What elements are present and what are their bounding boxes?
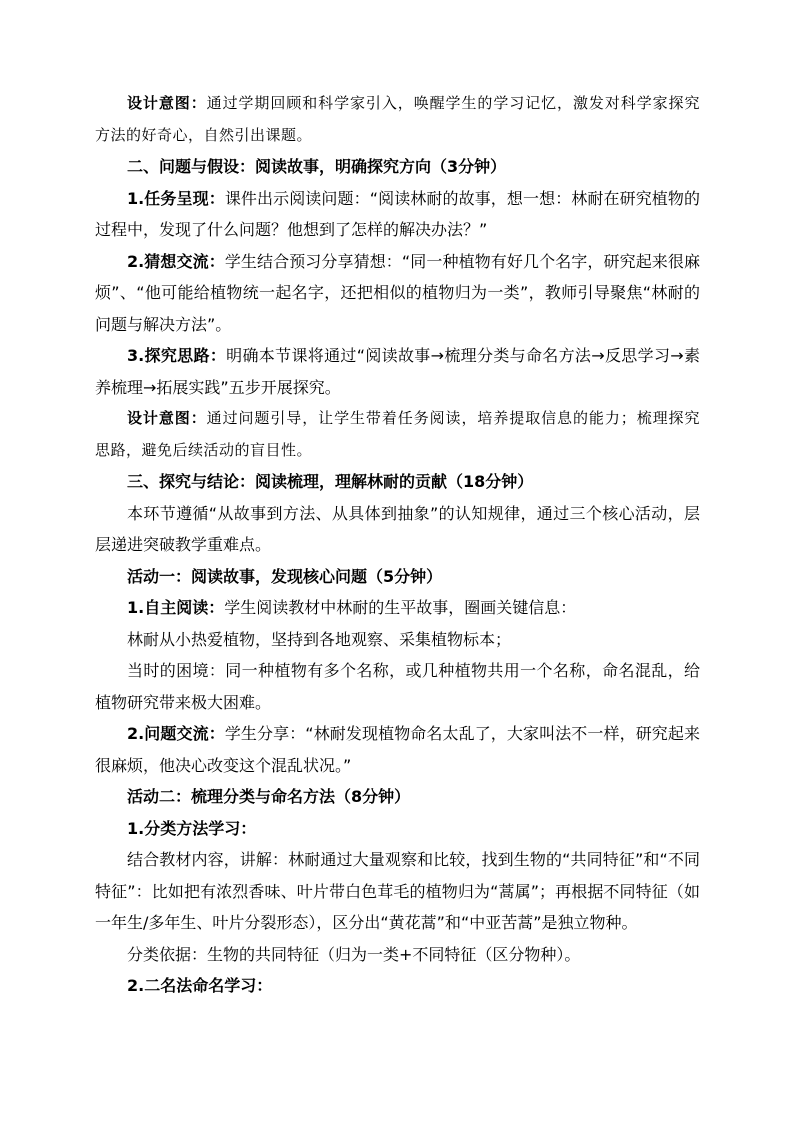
question-exchange-text: 学生分享：“林耐发现植物命名太乱了，大家叫法不一样，研究起来很麻烦，他决心改变这个混乱状况。”	[95, 724, 700, 775]
inquiry-approach-text: 明确本节课将通过“阅读故事→梳理分类与命名方法→反思学习→素养梳理→拓展实践”五步开展探究。	[95, 346, 700, 397]
self-reading-text: 学生阅读教材中林耐的生平故事，圈画关键信息：	[224, 598, 577, 617]
design-intent-paragraph	[95, 88, 700, 151]
question-exchange-paragraph	[95, 718, 700, 781]
design-intent-label: 设计意图：	[127, 94, 207, 112]
guess-exchange-paragraph	[95, 246, 700, 341]
design-intent-text: 通过学期回顾和科学家引入，唤醒学生的学习记忆，激发对科学家探究方法的好奇心，自然引出课题。	[95, 94, 700, 144]
activity-two-heading: 活动二：梳理分类与命名方法（8分钟）	[127, 787, 411, 806]
question-exchange-label: 2.问题交流：	[127, 724, 225, 743]
guess-exchange-text: 学生结合预习分享猜想：“同一种植物有好几个名字，研究起来很麻烦”、“他可能给植物统一起名字，还把相似的植物归为一类”，教师引导聚焦“林耐的问题与解决方法”。	[95, 251, 700, 334]
inquiry-approach-label: 3.探究思路：	[127, 346, 227, 365]
task-presentation-label: 1.任务呈现：	[127, 188, 225, 208]
naming-dilemma-paragraph: 当时的困境：同一种植物有多个名称，或几种植物共用一个名称，命名混乱，给植物研究带来极大困难。	[95, 661, 700, 712]
design-intent-text-2: 通过问题引导，让学生带着任务阅读，培养提取信息的能力；梳理探究思路，避免后续活动的盲目性。	[95, 409, 700, 459]
classification-method-heading: 1.分类方法学习：	[127, 818, 257, 838]
linnaeus-love-plants-paragraph: 林耐从小热爱植物，坚持到各地观察、采集植物标本；	[127, 629, 512, 649]
guess-exchange-label: 2.猜想交流：	[127, 251, 225, 271]
document-page	[95, 88, 700, 1002]
design-intent-paragraph-2	[95, 403, 700, 466]
task-presentation-text: 课件出示阅读问题：“阅读林耐的故事，想一想：林耐在研究植物的过程中，发现了什么问题？他想到了怎样的解决办法？”	[95, 188, 700, 239]
section-heading-3: 三、探究与结论：阅读梳理，理解林耐的贡献（18分钟）	[127, 472, 534, 491]
classification-explanation-paragraph: 结合教材内容，讲解：林耐通过大量观察和比较，找到生物的“共同特征”和“不同特征”：比如把有浓烈香味、叶片带白色茸毛的植物归为“蒿属”；再根据不同特征（如一年生/多年生、叶片分裂形态），区分出“黄花蒿”和“中亚苦蒿”是独立物种。	[95, 850, 700, 932]
inquiry-approach-paragraph	[95, 340, 700, 403]
binomial-naming-heading: 2.二名法命名学习：	[127, 976, 273, 995]
classification-basis-paragraph: 分类依据：生物的共同特征（归为一类+不同特征（区分物种）。	[127, 944, 581, 964]
activity-one-heading: 活动一：阅读故事，发现核心问题（5分钟）	[127, 566, 443, 586]
design-intent-label-2: 设计意图：	[127, 409, 207, 427]
section-intro-paragraph: 本环节遵循“从故事到方法、从具体到抽象”的认知规律，通过三个核心活动，层层递进突破教学重难点。	[95, 503, 700, 554]
self-reading-label: 1.自主阅读：	[127, 598, 225, 617]
self-reading-paragraph	[95, 592, 700, 624]
section-heading-2: 二、问题与假设：阅读故事，明确探究方向（3分钟）	[127, 157, 507, 176]
task-presentation-paragraph	[95, 183, 700, 246]
